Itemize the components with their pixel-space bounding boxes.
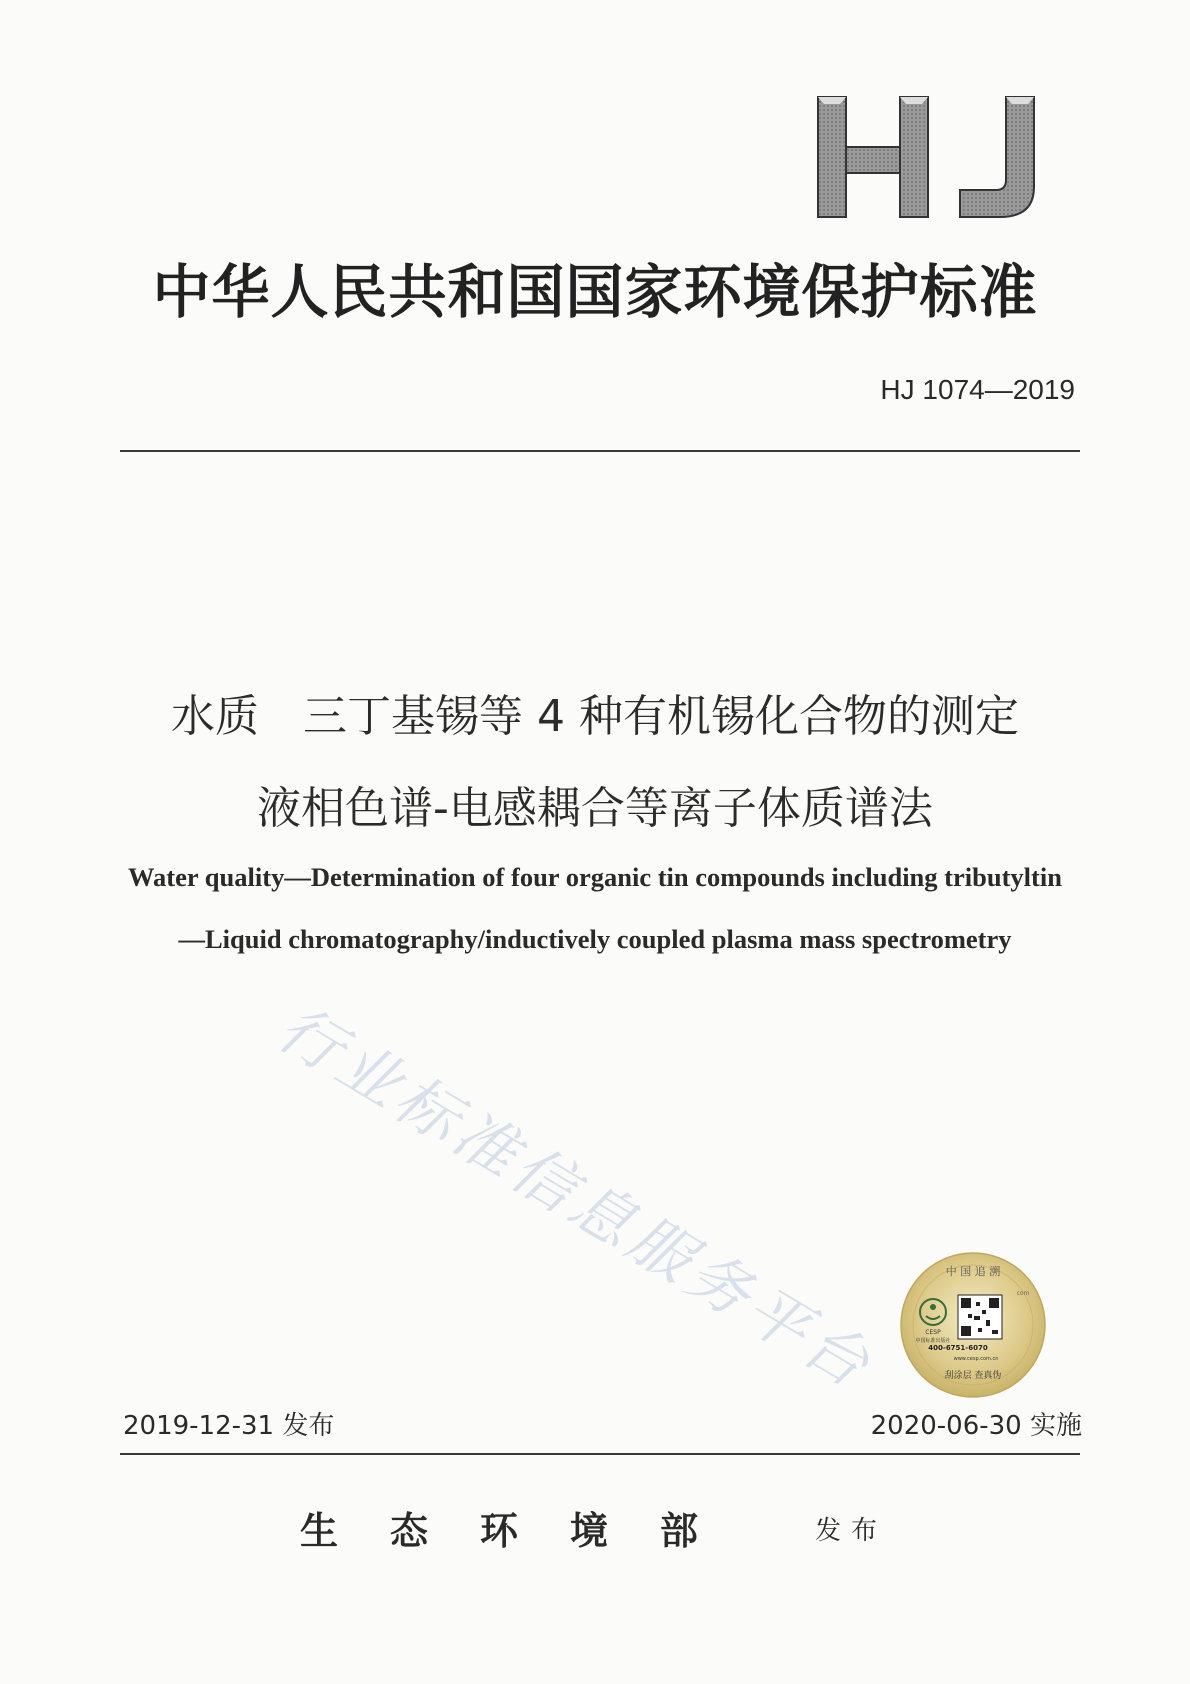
title-cn-topic: 水质: [171, 691, 260, 742]
hj-logo: [810, 92, 1050, 227]
footer-divider: [120, 1453, 1080, 1455]
publish-date: 2019-12-31 发布: [123, 1411, 335, 1441]
logo-letter-h: [818, 97, 928, 217]
anti-counterfeit-seal: [898, 1250, 1048, 1400]
logo-letter-j: [960, 97, 1034, 217]
title-en-line1: Water quality—Determination of four organic tin compounds including tributyltin: [128, 862, 1062, 892]
seal-phone: 400-6751-6070: [928, 1344, 988, 1352]
seal-site: www.cesp.com.cn: [953, 1356, 999, 1362]
issuing-body-title: 中华人民共和国国家环境保护标准: [152, 258, 1038, 326]
title-cn-line1: [0, 680, 1190, 744]
title-cn-line2: 液相色谱-电感耦合等离子体质谱法: [257, 783, 933, 834]
seal-org: 中国标准出版社: [915, 1338, 951, 1344]
seal-label: CESP: [925, 1329, 941, 1336]
implementation-date: 2020-06-30 实施: [870, 1411, 1082, 1441]
seal-bottom-text: 刮涂层 查真伪: [944, 1371, 1002, 1381]
header-divider: [120, 450, 1080, 452]
seal-right-text: com: [1016, 1290, 1030, 1297]
qr-code-icon: [958, 1295, 1002, 1339]
title-en-line2: —Liquid chromatography/inductively coupled plasma mass spectrometry: [178, 924, 1012, 954]
issuing-ministry: 生态环境部: [300, 1508, 751, 1553]
standard-number: HJ 1074—2019: [880, 374, 1075, 405]
issuer-suffix: 发布: [815, 1516, 888, 1546]
title-cn-subject: 三丁基锡等 4 种有机锡化合物的测定: [303, 691, 1019, 742]
seal-top-text: 中 国 追 溯: [945, 1265, 1001, 1278]
watermark: 行业标准信息服务平台: [265, 991, 887, 1404]
